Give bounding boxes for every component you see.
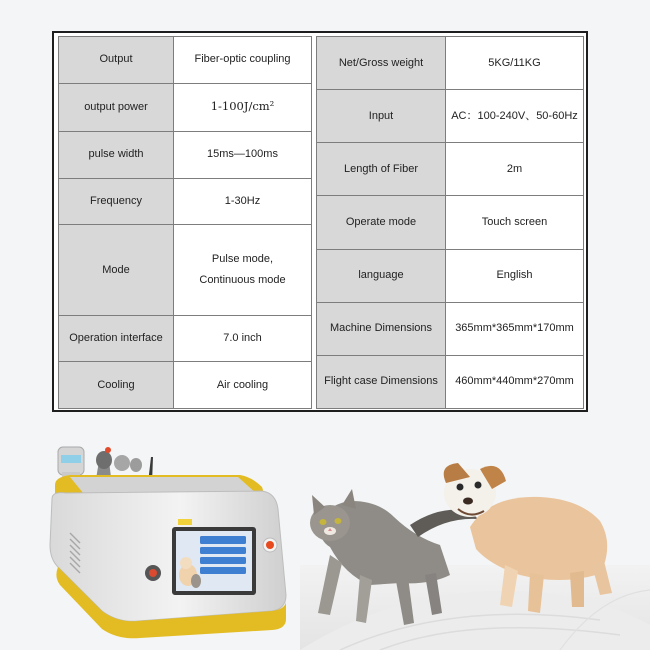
table-row — [59, 178, 312, 225]
spec-label: Input — [317, 90, 446, 143]
spec-label: Mode — [59, 225, 174, 316]
spec-value: 2m — [446, 143, 584, 196]
spec-label: Flight case Dimensions — [317, 355, 446, 408]
table-row — [59, 132, 312, 179]
spec-value: 1-100J/cm² — [174, 83, 312, 132]
spec-value: 460mm*440mm*270mm — [446, 355, 584, 408]
spec-label: Frequency — [59, 178, 174, 225]
spec-value: AC：100-240V、50-60Hz — [446, 90, 584, 143]
spec-value: Touch screen — [446, 196, 584, 249]
spec-label: Length of Fiber — [317, 143, 446, 196]
table-row — [317, 90, 584, 143]
spec-table-left — [58, 36, 312, 409]
spec-label: output power — [59, 83, 174, 132]
table-row — [317, 143, 584, 196]
device-touchscreen — [172, 527, 256, 595]
spec-value: 15ms—100ms — [174, 132, 312, 179]
spec-value: Fiber-optic coupling — [174, 37, 312, 84]
spec-label: Operate mode — [317, 196, 446, 249]
table-row — [59, 225, 312, 316]
table-row — [59, 37, 312, 84]
table-row — [317, 355, 584, 408]
product-photo — [0, 425, 650, 650]
spec-value-line: Continuous mode — [199, 273, 286, 286]
table-row — [317, 37, 584, 90]
spec-value: 1-30Hz — [174, 178, 312, 225]
spec-label: Cooling — [59, 362, 174, 409]
spec-table — [52, 31, 588, 412]
spec-label: Operation interface — [59, 315, 174, 362]
spec-value — [174, 225, 312, 316]
spec-value: English — [446, 249, 584, 302]
spec-value-line: Pulse mode, — [211, 253, 274, 266]
spec-label: Output — [59, 37, 174, 84]
spec-table-right — [316, 36, 584, 409]
table-row — [59, 362, 312, 409]
spec-value: 7.0 inch — [174, 315, 312, 362]
table-row — [317, 196, 584, 249]
spec-value: 365mm*365mm*170mm — [446, 302, 584, 355]
spec-label: pulse width — [59, 132, 174, 179]
table-row — [317, 249, 584, 302]
spec-label: language — [317, 249, 446, 302]
spec-label: Machine Dimensions — [317, 302, 446, 355]
spec-value: Air cooling — [174, 362, 312, 409]
spec-value: 5KG/11KG — [446, 37, 584, 90]
table-row — [59, 315, 312, 362]
laser-device — [50, 447, 286, 638]
spec-label: Net/Gross weight — [317, 37, 446, 90]
table-row — [317, 302, 584, 355]
table-row — [59, 83, 312, 132]
